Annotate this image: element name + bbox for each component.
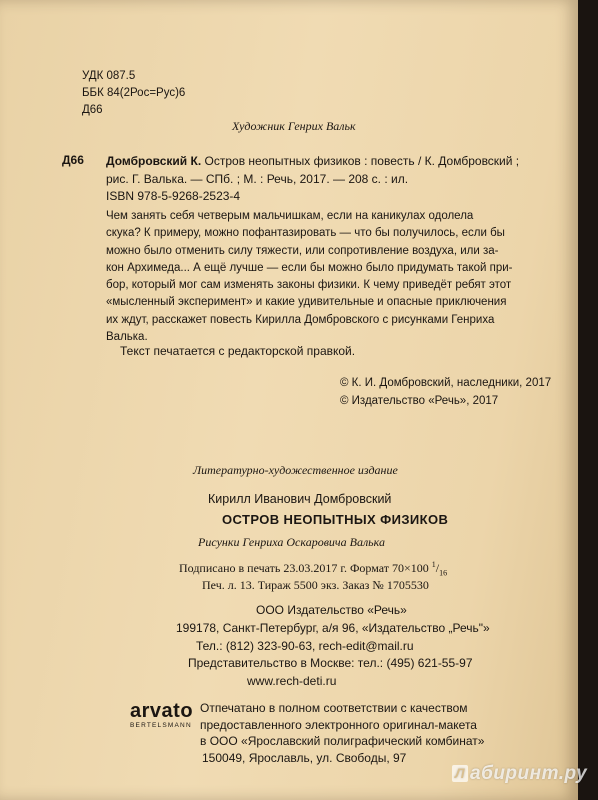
printer-logo [130,701,193,729]
book-title: ОСТРОВ НЕОПЫТНЫХ ФИЗИКОВ [222,512,449,527]
bib-line-2: рис. Г. Валька. — СПб. ; М. : Речь, 2017. — 208 с. : ил. [106,171,409,186]
print-signed-line: Подписано в печать 23.03.2017 г. Формат 70×100 $^1/_{16}$ [179,560,448,578]
print-signed: Подписано в печать 23.03.2017 г. Формат 70×100 [179,561,429,575]
editorial-note: Текст печатается с редакторской правкой. [120,344,356,358]
annotation-line: Валька. [106,331,148,344]
watermark [452,763,587,785]
annotation-line: «мысленный эксперимент» и какие удивительные и опасные приключения [106,296,507,309]
genre-label: Литературно-художественное издание [193,463,398,477]
copyright-line: © Издательство «Речь», 2017 [340,394,499,407]
copyright-line: © К. И. Домбровский, наследники, 2017 [340,377,552,389]
artist-credit: Художник Генрих Вальк [232,119,356,133]
address-line: 199178, Санкт-Петербург, а/я 96, «Издательство „Речь"» [176,621,490,635]
author-mark: Д66 [82,104,103,116]
publisher-address [176,620,490,690]
format-fraction-num: 1 [431,560,436,569]
annotation-line: скука? К примеру, можно пофантазировать — что бы получилось, если бы [106,227,505,240]
printer-line: Отпечатано в полном соответствии с качеством [200,701,468,715]
printer-line: в ООО «Ярославский полиграфический комбинат» [200,734,485,748]
bib-author: Домбровский К. [106,154,202,168]
annotation-line: Чем занять себя четверым мальчишкам, если на каникулах одолела [106,210,474,222]
moscow-office-line: Представительство в Москве: тел.: (495) 621-55-97 [188,656,473,670]
format-fraction-den: 16 [439,568,448,578]
logo-text: arvato [130,700,194,722]
bib-author-code: Д66 [62,153,84,167]
website-line: www.rech-deti.ru [247,673,337,688]
author-full-name: Кирилл Иванович Домбровский [208,492,392,506]
annotation [106,208,556,346]
publisher-name: ООО Издательство «Речь» [256,603,407,617]
phone-line: Тел.: (812) 323-90-63, rech-edit@mail.ru [196,638,414,653]
watermark-box: Л [452,765,468,782]
annotation-line: кон Архимеда... А ещё лучше — если бы можно было придумать такой при- [106,261,513,274]
isbn: ISBN 978-5-9268-2523-4 [106,189,241,203]
watermark-text: абиринт.ру [470,763,588,784]
annotation-line: бор, который мог сам изменять законы физики. К чему приведёт ребят этот [106,279,512,292]
printer-line: 150049, Ярославль, ул. Свободы, 97 [202,750,407,765]
printer-line: предоставленного электронного оригинал-макета [200,717,477,732]
bib-title: Остров неопытных физиков : повесть / К. Домбровский ; [204,154,520,168]
logo-subtext: BERTELSMANN [130,722,192,729]
bbk-code: ББК 84(2Рос=Рус)6 [82,87,186,99]
illustrations-credit: Рисунки Генриха Оскаровича Валька [198,535,385,549]
bib-line-1 [106,153,519,171]
print-details: Печ. л. 13. Тираж 5500 экз. Заказ № 1705530 [202,578,429,592]
bibliographic-record [106,153,519,206]
copyright-block [340,375,551,410]
annotation-line: их ждут, расскажет повесть Кирилла Домбровского с рисунками Генриха [106,313,495,326]
printer-info [200,700,484,766]
classification-block [82,68,185,119]
annotation-line: можно было отменить силу тяжести, или сопротивление воздуха, или за- [106,244,499,257]
udc-code: УДК 087.5 [82,70,136,82]
